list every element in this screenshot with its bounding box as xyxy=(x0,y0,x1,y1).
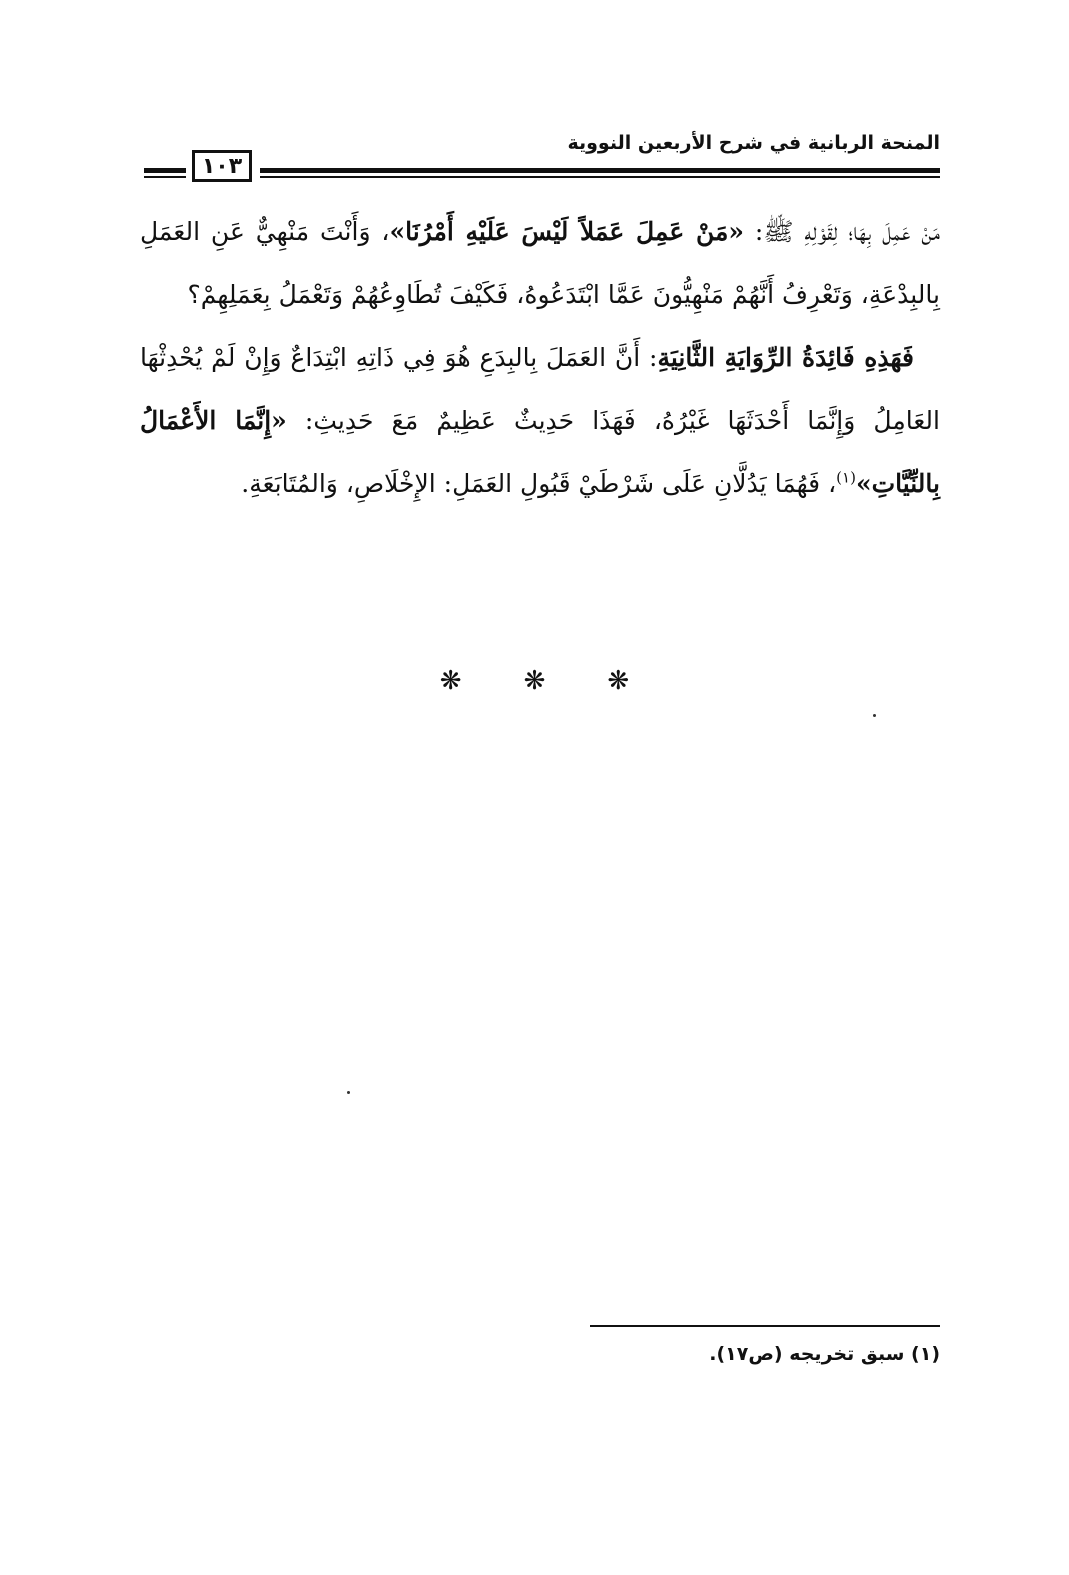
divider-star-icon: ❋ xyxy=(523,666,546,696)
divider-star-icon: ❋ xyxy=(439,666,462,696)
paragraph-1 xyxy=(140,200,940,326)
hadith-quote-1: «مَنْ عَمِلَ عَمَلاً لَيْسَ عَلَيْهِ أَمْرُنَا» xyxy=(389,217,745,246)
page-number: ١٠٣ xyxy=(192,150,252,182)
section-divider xyxy=(0,666,1069,696)
scan-speck xyxy=(347,1091,350,1094)
paragraph-2 xyxy=(140,326,940,515)
header-dash-thick xyxy=(144,168,186,173)
header-rule-thick xyxy=(260,168,940,173)
hadith-quote-2: «إِنَّمَا الأَعْمَالُ بِالنِّيَّاتِ» xyxy=(140,406,940,498)
header-dash-thin xyxy=(144,176,186,178)
scan-speck xyxy=(873,714,876,717)
paragraph-2-lead: فَهَذِهِ فَائِدَةُ الرِّوَايَةِ الثَّانِيَةِ xyxy=(657,343,914,372)
running-header xyxy=(140,128,940,188)
header-rule-thin xyxy=(260,176,940,178)
paragraph-1-start: مَنْ عَمِلَ بِهَا؛ لِقَوْلِهِ ﷺ: xyxy=(744,217,940,246)
footnote-rule xyxy=(590,1325,940,1327)
book-title: المنحة الربانية في شرح الأربعين النووية xyxy=(567,132,940,154)
paragraph-2-end: ، فَهُمَا يَدُلَّانِ عَلَى شَرْطَيْ قَبُولِ العَمَلِ: الإِخْلَاصِ، وَالمُتَابَعَةِ. xyxy=(241,469,837,498)
footnote-reference: (١) xyxy=(836,468,856,487)
footnote: (١) سبق تخريجه (ص١٧). xyxy=(709,1343,940,1365)
paragraph-1-end: ، وَأَنْتَ مَنْهِيٌّ عَنِ العَمَلِ بِالبِدْعَةِ، وَتَعْرِفُ أَنَّهُمْ مَنْهِيُّونَ عَمَّا ابْتَدَعُوهُ، فَكَيْفَ تُطَاوِعُهُمْ وَتَعْمَلُ بِعَمَلِهِمْ؟ xyxy=(140,217,940,309)
divider-star-icon: ❋ xyxy=(607,666,630,696)
body-text xyxy=(140,200,940,515)
paragraph-2-start: : أَنَّ العَمَلَ بِالبِدَعِ هُوَ فِي ذَاتِهِ ابْتِدَاعٌ وَإِنْ لَمْ يُحْدِثْهَا العَامِلُ وَإِنَّمَا أَحْدَثَهَا غَيْرُهُ، فَهَذَا حَدِيثٌ عَظِيمٌ مَعَ حَدِيثِ: xyxy=(140,343,940,435)
